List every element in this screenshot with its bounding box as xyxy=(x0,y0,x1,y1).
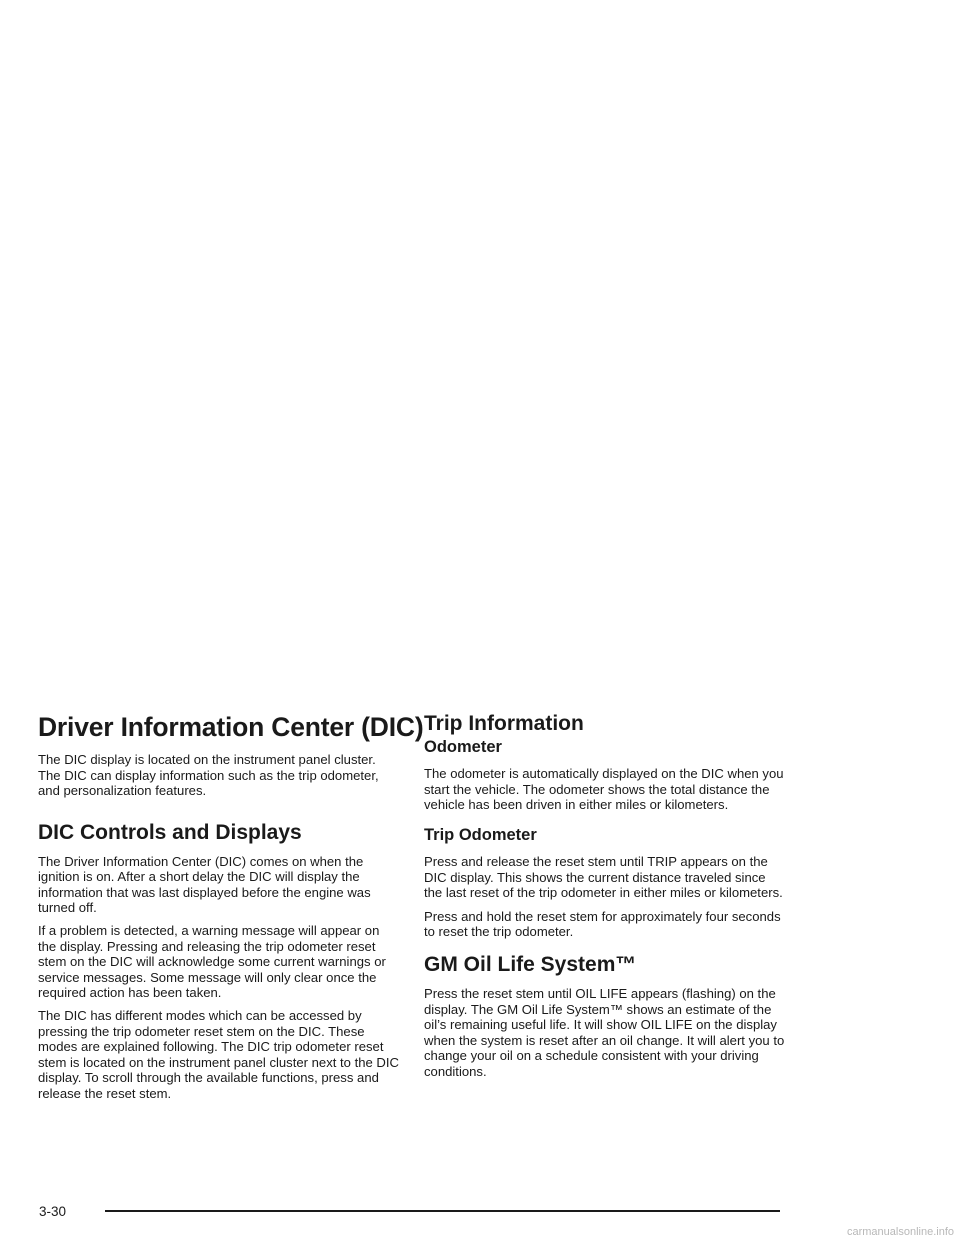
heading-trip-odometer: Trip Odometer xyxy=(424,826,537,845)
section-title-dic: Driver Information Center (DIC) xyxy=(38,712,424,742)
page-number: 3-30 xyxy=(39,1204,67,1219)
paragraph-warning-message: If a problem is detected, a warning message will appear on the display. Pressing and releasing the trip odometer reset stem on the DIC will acknowledge some current warnings or service messages. Some message will only clear once the required action has been taken. xyxy=(38,923,386,1001)
footer-rule xyxy=(105,1210,780,1212)
heading-odometer: Odometer xyxy=(424,738,502,757)
right-column xyxy=(424,712,786,1087)
paragraph-oil-life: Press the reset stem until OIL LIFE appears (flashing) on the display. The GM Oil Life System™ shows an estimate of the oil’s remaining useful life. It will show OIL LIFE on the display when the system is reset after an oil change. It will alert you to change your oil on a schedule consistent with your driving conditions. xyxy=(424,986,785,1079)
heading-trip-information: Trip Information xyxy=(424,712,584,735)
heading-dic-controls: DIC Controls and Displays xyxy=(38,820,302,844)
watermark: carmanualsonline.info xyxy=(846,1226,954,1238)
paragraph-trip-odometer: Press and release the reset stem until TRIP appears on the DIC display. This shows the current distance traveled since the last reset of the trip odometer in either miles or kilometers. xyxy=(424,854,783,901)
paragraph-dic-modes: The DIC has different modes which can be accessed by pressing the trip odometer reset stem on the DIC. These modes are explained following. The DIC trip odometer reset stem is located on the instrument panel cluster next to the DIC display. To scroll through the available functions, press and release the reset stem. xyxy=(38,1008,399,1101)
paragraph-reset-trip: Press and hold the reset stem for approximately four seconds to reset the trip odometer. xyxy=(424,908,781,939)
paragraph-dic-on: The Driver Information Center (DIC) comes on when the ignition is on. After a short delay the DIC will display the information that was last displayed before the engine was turned off. xyxy=(38,853,371,916)
paragraph-odometer: The odometer is automatically displayed on the DIC when you start the vehicle. The odometer shows the total distance the vehicle has been driven in either miles or kilometers. xyxy=(424,766,784,812)
left-column xyxy=(38,712,424,1109)
heading-oil-life: GM Oil Life System™ xyxy=(424,953,637,977)
paragraph-dic-intro: The DIC display is located on the instrument panel cluster. The DIC can display information such as the trip odometer, and personalization features. xyxy=(38,752,379,799)
